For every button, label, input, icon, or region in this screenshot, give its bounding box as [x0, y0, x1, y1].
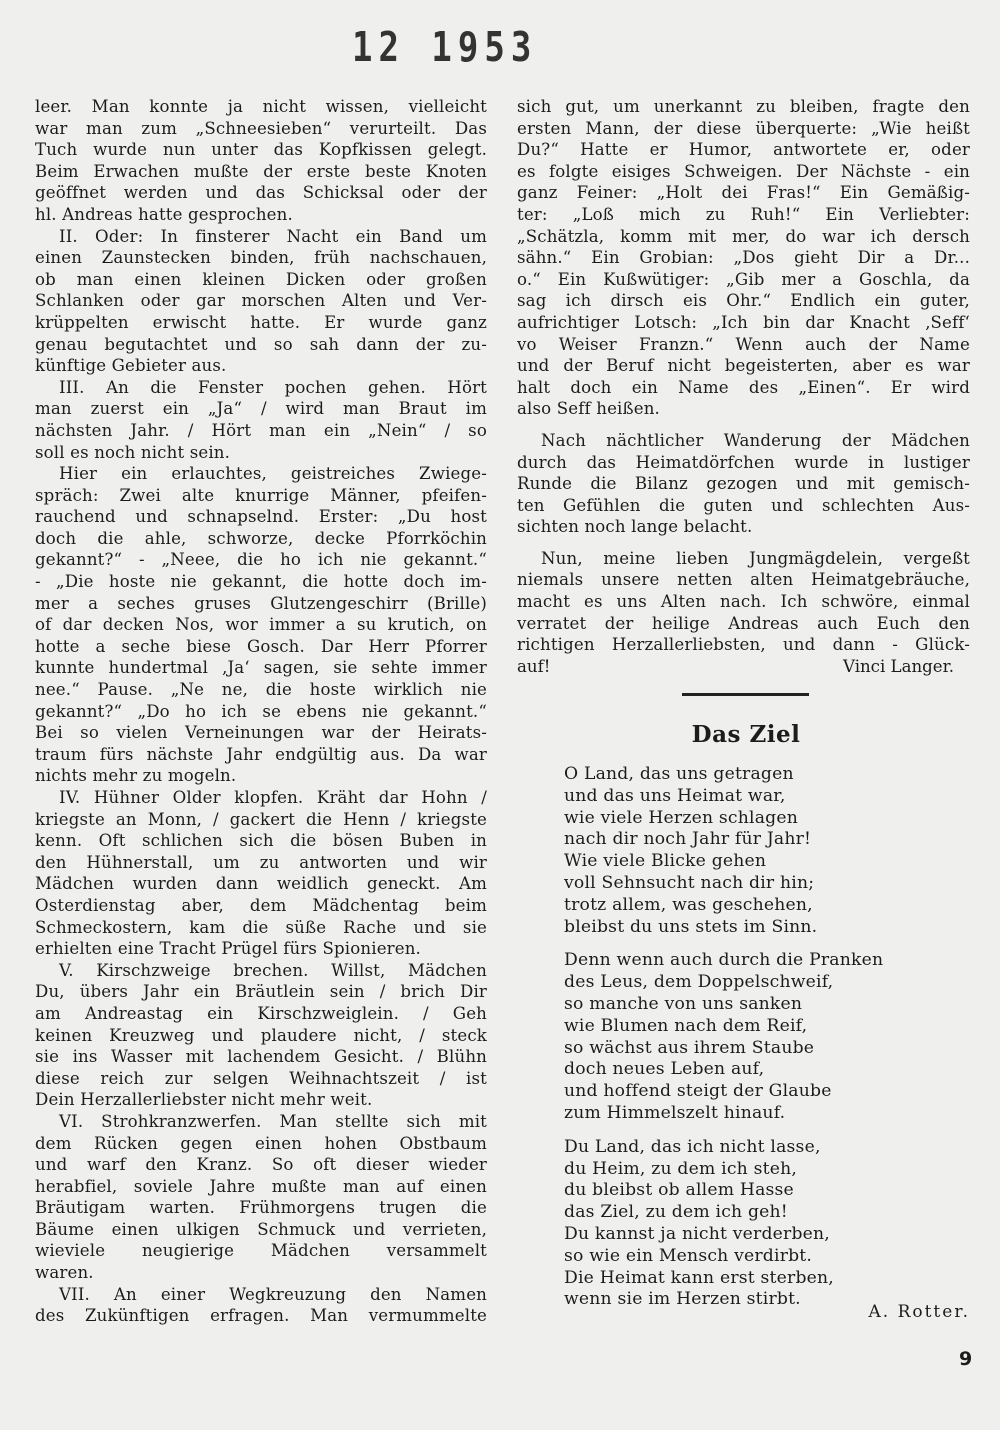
- text-line: am Andreastag ein Kirschzweiglein. / Geh: [35, 1003, 487, 1023]
- text-line: Hier ein erlauchtes, geistreiches Zwiege-: [59, 464, 487, 484]
- text-line: „Schätzla, komm mit mer, do war ich dersch: [517, 226, 970, 246]
- poem-line: das Ziel, zu dem ich geh!: [564, 1202, 788, 1223]
- text-line: verratet der heilige Andreas auch Euch den: [517, 613, 970, 633]
- text-line: sichten noch lange belacht.: [517, 517, 753, 537]
- text-line: künftige Gebieter aus.: [35, 356, 227, 376]
- text-line: VII. An einer Wegkreuzung den Namen: [59, 1284, 487, 1304]
- text-line: Runde die Bilanz gezogen und mit gemisch-: [517, 474, 970, 494]
- poem-line: wenn sie im Herzen stirbt.: [564, 1289, 801, 1310]
- text-line: Dein Herzallerliebster nicht mehr weit.: [35, 1090, 373, 1110]
- paragraph-gap: [517, 538, 970, 548]
- text-line: soll es noch nicht sein.: [35, 442, 231, 462]
- text-line: richtigen Herzallerliebsten, und dann - Glück-: [517, 635, 970, 655]
- text-line: kenn. Oft schlichen sich die bösen Buben in: [35, 831, 487, 851]
- poem-line: und hoffend steigt der Glaube: [564, 1081, 832, 1102]
- text-line: Beim Erwachen mußte der erste beste Knoten: [35, 161, 487, 181]
- text-line: nee.“ Pause. „Ne ne, die hoste wirklich nie: [35, 680, 487, 700]
- poem-line: trotz allem, was geschehen,: [564, 894, 813, 915]
- text-line: man zuerst ein „Ja“ / wird man Braut im: [35, 399, 487, 419]
- closing-line: [517, 656, 970, 678]
- poem-line: Wie viele Blicke gehen: [564, 851, 767, 872]
- poem-title: Das Ziel: [691, 721, 801, 748]
- text-line: rauchend und schnapselnd. Erster: „Du host: [35, 507, 487, 527]
- text-line: den Hühnerstall, um zu antworten und wir: [35, 852, 487, 872]
- text-line: ganz Feiner: „Holt dei Fras!“ Ein Gemäßig-: [517, 183, 970, 203]
- text-line: ter: „Loß mich zu Ruh!“ Ein Verliebter:: [517, 204, 970, 224]
- poem-body: [564, 764, 964, 1311]
- text-line: spräch: Zwei alte knurrige Männer, pfeifen-: [35, 485, 487, 505]
- poem-line: wie viele Herzen schlagen: [564, 807, 798, 828]
- text-line: Mädchen wurden dann weidlich geneckt. Am: [35, 874, 487, 894]
- text-line: Du?“ Hatte er Humor, antwortete er, oder: [517, 140, 970, 160]
- right-column: [517, 96, 970, 677]
- text-line: keinen Kreuzweg und plaudere nicht, / steck: [35, 1025, 487, 1045]
- poem-line: nach dir noch Jahr für Jahr!: [564, 829, 812, 850]
- text-line: erhielten eine Tracht Prügel fürs Spionieren.: [35, 939, 421, 959]
- stanza-gap: [564, 1125, 964, 1137]
- poem-line: zum Himmelszelt hinauf.: [564, 1102, 786, 1123]
- text-line: kriegste an Monn, / gackert die Henn / kriegste: [35, 809, 487, 829]
- poem-line: Die Heimat kann erst sterben,: [564, 1267, 834, 1288]
- text-line: und warf den Kranz. So oft dieser wieder: [35, 1155, 487, 1175]
- text-line: sähn.“ Ein Grobian: „Dos gieht Dir a Dr...: [517, 248, 970, 268]
- poem-line: und das uns Heimat war,: [564, 785, 786, 806]
- poem-line: so manche von uns sanken: [564, 993, 803, 1014]
- text-line: aufrichtiger Lotsch: „Ich bin dar Knacht ‚Seff‘: [517, 312, 970, 332]
- text-line: Schmeckostern, kam die süße Rache und sie: [35, 917, 487, 937]
- text-line: war man zum „Schneesieben“ verurteilt. Das: [35, 118, 487, 138]
- poem-line: du Heim, zu dem ich steh,: [564, 1158, 798, 1179]
- text-line: vo Weiser Franzn.“ Wenn auch der Name: [517, 334, 970, 354]
- text-line: of dar decken Nos, wor immer a su krutich, on: [35, 615, 487, 635]
- date-stamp: 12 1953: [352, 24, 538, 72]
- text-line: mer a seches gruses Glutzengeschirr (Brille): [35, 593, 487, 613]
- text-line: und der Beruf nicht begeisterten, aber es war: [517, 356, 970, 376]
- text-line: nichts mehr zu mogeln.: [35, 766, 237, 786]
- text-line: Osterdienstag aber, dem Mädchentag beim: [35, 895, 487, 915]
- poem-line: des Leus, dem Doppelschweif,: [564, 972, 834, 993]
- text-line: durch das Heimatdörfchen wurde in lustiger: [517, 452, 970, 472]
- text-line: II. Oder: In finsterer Nacht ein Band um: [59, 226, 487, 246]
- text-line: Nach nächtlicher Wanderung der Mädchen: [541, 430, 970, 450]
- poem-line: bleibst du uns stets im Sinn.: [564, 916, 818, 937]
- text-line: ersten Mann, der diese überquerte: „Wie heißt: [517, 118, 970, 138]
- text-line: ob man einen kleinen Dicken oder großen: [35, 269, 487, 289]
- text-line: traum fürs nächste Jahr endgültig aus. Da war: [35, 744, 487, 764]
- text-line: herabfiel, soviele Jahre mußte man auf einen: [35, 1176, 487, 1196]
- text-line: halt doch ein Name des „Einen“. Er wird: [517, 377, 970, 397]
- text-line: hotte a seche biese Gosch. Dar Herr Pforrer: [35, 636, 487, 656]
- text-line: dem Rücken gegen einen hohen Obstbaum: [35, 1133, 487, 1153]
- poem-line: so wächst aus ihrem Staube: [564, 1037, 815, 1058]
- section-divider: [682, 693, 809, 696]
- text-line: Nun, meine lieben Jungmägdelein, vergeßt: [541, 548, 970, 568]
- article-signature: Vinci Langer.: [843, 656, 954, 676]
- text-line: nächsten Jahr. / Hört man ein „Nein“ / so: [35, 420, 487, 440]
- text-line: hl. Andreas hatte gesprochen.: [35, 204, 293, 224]
- text-line: III. An die Fenster pochen gehen. Hört: [59, 377, 487, 397]
- text-line: doch die ahle, schworze, decke Pforrköchin: [35, 528, 487, 548]
- text-line: krüppelten erwischt hatte. Er wurde ganz: [35, 312, 487, 332]
- poem-line: Du kannst ja nicht verderben,: [564, 1223, 830, 1244]
- text-line: gekannt?“ - „Neee, die ho ich nie gekannt.“: [35, 550, 487, 570]
- text-line: Du, übers Jahr ein Bräutlein sein / brich Dir: [35, 982, 487, 1002]
- poem-line: doch neues Leben auf,: [564, 1059, 765, 1080]
- paragraph-gap: [517, 420, 970, 430]
- poem-line: du bleibst ob allem Hasse: [564, 1180, 794, 1201]
- poem-line: voll Sehnsucht nach dir hin;: [564, 872, 815, 893]
- text-line: sie ins Wasser mit lachendem Gesicht. / Blühn: [35, 1047, 487, 1067]
- poem-line: Du Land, das ich nicht lasse,: [564, 1136, 821, 1157]
- text-line: Bäume einen ulkigen Schmuck und verrieten,: [35, 1219, 487, 1239]
- text-line: VI. Strohkranzwerfen. Man stellte sich mit: [59, 1111, 487, 1131]
- text-line: gekannt?“ „Do ho ich se ebens nie gekannt.“: [35, 701, 487, 721]
- text-line: Bräutigam warten. Frühmorgens trugen die: [35, 1198, 487, 1218]
- text-line: Tuch wurde nun unter das Kopfkissen gelegt.: [35, 140, 487, 160]
- text-line: IV. Hühner Older klopfen. Kräht dar Hohn /: [59, 788, 487, 807]
- text-line: genau begutachtet und so sah dann der zu-: [35, 334, 487, 354]
- text-line: einen Zaunstecken binden, früh nachschauen,: [35, 248, 487, 268]
- text-line: Bei so vielen Verneinungen war der Heirats-: [35, 723, 487, 743]
- text-line: wieviele neugierige Mädchen versammelt: [35, 1241, 487, 1261]
- text-line: leer. Man konnte ja nicht wissen, vielleicht: [35, 97, 487, 116]
- text-line: auf!: [517, 656, 551, 676]
- text-line: des Zukünftigen erfragen. Man vermummelte: [35, 1306, 487, 1326]
- poem-line: wie Blumen nach dem Reif,: [564, 1015, 808, 1036]
- text-line: sag ich dirsch eis Ohr.“ Endlich ein guter,: [517, 291, 970, 311]
- text-line: macht es uns Alten nach. Ich schwöre, einmal: [517, 592, 970, 612]
- left-column: [35, 96, 487, 1327]
- stanza-gap: [564, 938, 964, 950]
- text-line: ten Gefühlen die guten und schlechten Aus-: [517, 495, 970, 515]
- page-number: 9: [959, 1348, 973, 1370]
- text-line: niemals unsere netten alten Heimatgebräuche,: [517, 570, 970, 590]
- text-line: V. Kirschzweige brechen. Willst, Mädchen: [59, 960, 487, 980]
- text-line: diese reich zur selgen Weihnachtszeit / ist: [35, 1068, 487, 1088]
- text-line: geöffnet werden und das Schicksal oder der: [35, 183, 487, 203]
- text-line: - „Die hoste nie gekannt, die hotte doch im-: [35, 572, 487, 592]
- text-line: also Seff heißen.: [517, 399, 660, 419]
- poem-author: A. Rotter.: [868, 1302, 970, 1322]
- text-line: sich gut, um unerkannt zu bleiben, fragte den: [517, 97, 970, 116]
- text-line: Schlanken oder gar morschen Alten und Ver-: [35, 291, 487, 311]
- poem-line: so wie ein Mensch verdirbt.: [564, 1245, 813, 1266]
- text-line: waren.: [35, 1263, 94, 1283]
- text-line: es folgte eisiges Schweigen. Der Nächste - ein: [517, 161, 970, 181]
- poem-line: Denn wenn auch durch die Pranken: [564, 950, 884, 971]
- poem-line: O Land, das uns getragen: [564, 764, 794, 784]
- text-line: kunnte hundertmal ‚Ja‘ sagen, sie sehte immer: [35, 658, 487, 678]
- text-line: o.“ Ein Kußwütiger: „Gib mer a Goschla, da: [517, 269, 970, 289]
